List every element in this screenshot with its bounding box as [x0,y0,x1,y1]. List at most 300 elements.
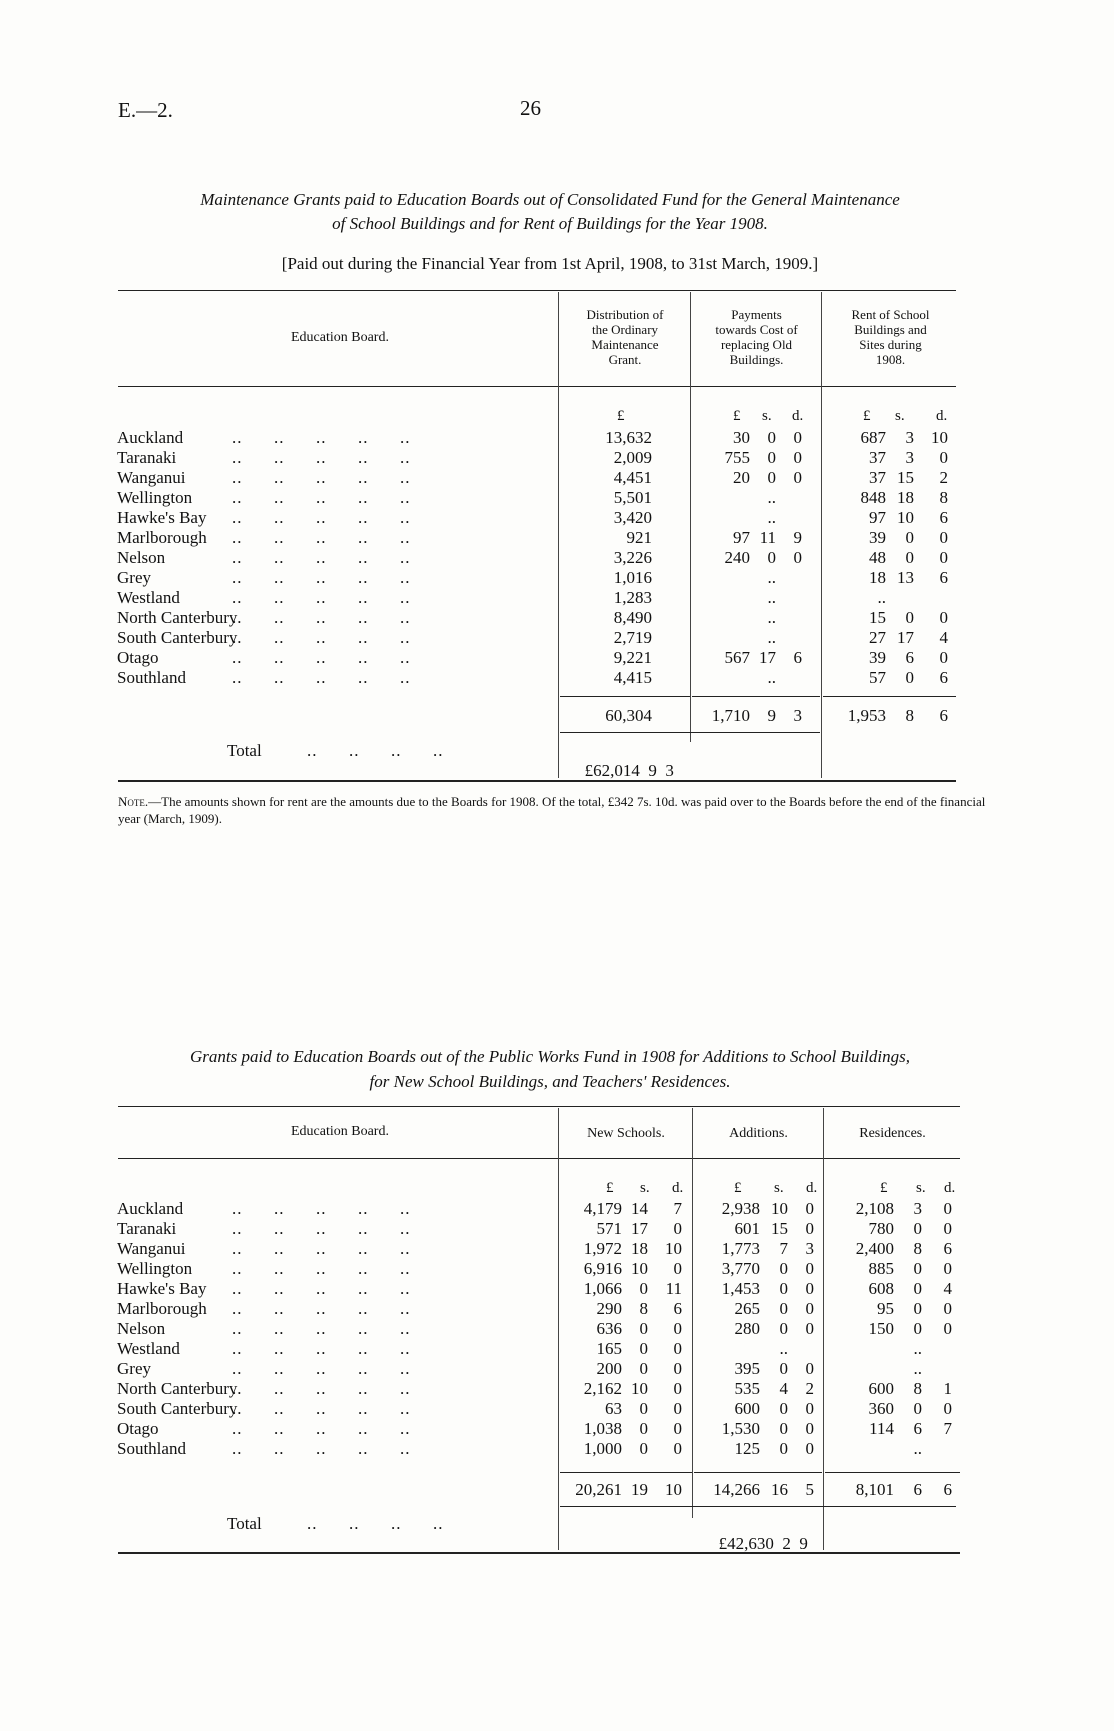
res-d: 0 [943,1399,952,1418]
table1-divider-2 [690,292,691,742]
dot-leader: .. .. .. .. .. [232,608,411,627]
table2-units-add-l: £ [734,1180,742,1196]
table1-total-pay-s: 9 [767,706,776,725]
new-s: 18 [631,1239,648,1258]
payment-d: 9 [793,528,802,547]
new-d: 0 [673,1259,682,1278]
add-s: 0 [779,1299,788,1318]
rent-d: 0 [939,648,948,667]
table2-grand-total-s: 2 [782,1534,791,1553]
rent-d: 0 [939,608,948,627]
res-l: 885 [868,1259,894,1278]
add-l: 600 [734,1399,760,1418]
rent-d: 0 [939,548,948,567]
table1-grand-total-d: 3 [665,761,674,780]
add-l: 395 [734,1359,760,1378]
table2-col-board: Education Board. [291,1124,389,1139]
payment-s: 17 [759,648,776,667]
add-s: 0 [779,1259,788,1278]
new-s: 0 [639,1339,648,1358]
note-text: —The amounts shown for rent are the amounts due to the Boards for 1908. Of the total, £342 7s. 10d. was paid over to the Boards before the end of the financial year (March, 1909). [118,794,986,826]
table1-subtitle: [Paid out during the Financial Year from 1st April, 1908, to 31st March, 1909.] [281,254,819,273]
table2-sum-rule-res [825,1472,960,1473]
table2-divider-3 [823,1108,824,1550]
table1-sum-rule-pay [692,696,820,697]
payment-s: .. [767,568,776,587]
new-d: 10 [665,1239,682,1258]
rent-l: 97 [869,508,886,527]
new-d: 0 [673,1399,682,1418]
add-d: 3 [805,1239,814,1258]
report-code: E.—2. [118,98,173,122]
distribution-value: 1,016 [613,568,652,587]
add-d: 0 [805,1199,814,1218]
table2-divider-2 [692,1108,693,1518]
res-s: .. [913,1359,922,1378]
add-s: 4 [779,1379,788,1398]
dot-leader: .. .. .. .. .. [232,668,411,687]
rent-s: 3 [905,448,914,467]
dot-leader: .. .. .. .. .. [232,1299,411,1318]
rent-l: 687 [860,428,886,447]
new-d: 0 [673,1219,682,1238]
dot-leader: .. .. .. .. .. [232,528,411,547]
table1-total-pay-l: 1,710 [711,706,750,725]
new-s: 8 [639,1299,648,1318]
res-d: 7 [943,1419,952,1438]
dot-leader: .. .. .. .. .. [232,1419,411,1438]
rent-d: 10 [931,428,948,447]
table2-top-rule [118,1106,960,1107]
rent-s: 10 [897,508,914,527]
add-d: 0 [805,1319,814,1338]
rent-s: 0 [905,548,914,567]
board-name: Wellington [117,488,193,507]
rent-l: 39 [869,648,886,667]
table2-col-additions: Additions. [729,1126,788,1141]
dot-leader: .. .. .. .. .. [232,428,411,447]
new-s: 0 [639,1399,648,1418]
res-d: 0 [943,1299,952,1318]
table1-total-rent-s: 8 [905,706,914,725]
table2-sum-rule-new [560,1472,692,1473]
table1-grand-total-s: 9 [648,761,657,780]
new-s: 10 [631,1259,648,1278]
distribution-value: 2,719 [613,628,652,647]
payment-d: 6 [793,648,802,667]
payment-s: 11 [759,528,776,547]
board-name: Southland [117,668,186,687]
payment-s: .. [767,488,776,507]
distribution-value: 3,226 [613,548,652,567]
new-s: 17 [631,1219,648,1238]
table2-title-line2: for New School Buildings, and Teachers' Residences. [369,1072,731,1091]
dot-leader: .. .. .. .. .. [232,488,411,507]
distribution-value: 4,451 [613,468,652,487]
table2-total-res-s: 6 [913,1480,922,1499]
add-l: 280 [734,1319,760,1338]
res-d: 0 [943,1199,952,1218]
res-s: .. [913,1439,922,1458]
new-l: 290 [596,1299,622,1318]
add-d: 0 [805,1359,814,1378]
table2-total-res-l: 8,101 [855,1480,894,1499]
table1-units-pay-d: d. [792,408,804,424]
rent-d: 6 [939,568,948,587]
table2-units-new-d: d. [672,1180,684,1196]
rent-s: 18 [897,488,914,507]
table1-sum-rule-dist [560,696,690,697]
new-s: 14 [631,1199,648,1218]
board-name: Otago [117,1419,159,1438]
rent-d: 6 [939,668,948,687]
add-s: 10 [771,1199,788,1218]
res-s: 0 [913,1399,922,1418]
dot-leader: .. .. .. .. .. [232,1379,411,1398]
add-s: 15 [771,1219,788,1238]
board-name: Grey [117,568,151,587]
table2-total-new-d: 10 [665,1480,682,1499]
add-s: 0 [779,1279,788,1298]
table1-col-distribution: Distribution of the Ordinary Maintenance Grant. [586,307,664,367]
rent-l: 39 [869,528,886,547]
rent-l: 15 [869,608,886,627]
table2-col-new: New Schools. [587,1126,665,1141]
res-s: 0 [913,1259,922,1278]
table2-brace-rule [560,1506,956,1507]
rent-s: 13 [897,568,914,587]
add-l: 1,453 [721,1279,760,1298]
board-name: Southland [117,1439,186,1458]
board-name: Nelson [117,548,166,567]
rent-d: 8 [939,488,948,507]
dot-leader: .. .. .. .. .. [232,1339,411,1358]
add-d: 0 [805,1219,814,1238]
rent-s: 6 [905,648,914,667]
table2-total-add-l: 14,266 [713,1480,760,1499]
table1-sum-rule-rent [823,696,956,697]
table2-units-res-l: £ [880,1180,888,1196]
dot-leader: .. .. .. .. .. [232,648,411,667]
new-s: 0 [639,1279,648,1298]
table2-header-rule [118,1158,960,1159]
table1-units-rent-l: £ [863,408,871,424]
board-name: Marlborough [117,1299,207,1318]
payment-d: 0 [793,548,802,567]
new-l: 1,972 [583,1239,622,1258]
table1-bottom-rule [118,780,956,782]
add-d: 0 [805,1399,814,1418]
add-d: 0 [805,1279,814,1298]
board-name: Wanganui [117,468,186,487]
table2-sum-rule-add [694,1472,822,1473]
payment-s: 0 [767,548,776,567]
add-l: 3,770 [721,1259,760,1278]
board-name: Westland [117,1339,180,1358]
dot-leader: .. .. .. .. .. [232,508,411,527]
distribution-value: 8,490 [613,608,652,627]
add-s: 0 [779,1359,788,1378]
board-name: Wellington [117,1259,193,1278]
add-l: 601 [734,1219,760,1238]
table2-grand-total-l: £42,630 [718,1534,774,1553]
new-l: 4,179 [583,1199,622,1218]
board-name: Hawke's Bay [117,1279,207,1298]
add-d: 2 [805,1379,814,1398]
new-l: 1,000 [583,1439,622,1458]
res-s: 8 [913,1239,922,1258]
new-l: 1,066 [583,1279,622,1298]
payment-l: 567 [724,648,750,667]
table2-units-add-s: s. [774,1180,784,1196]
table1-units-dist: £ [617,408,625,424]
add-l: 535 [734,1379,760,1398]
board-name: South Canterbury [117,1399,238,1418]
dot-leader: .. .. .. .. .. [232,1399,411,1418]
table2-units-new-l: £ [606,1180,614,1196]
board-name: Grey [117,1359,151,1378]
board-name: Auckland [117,428,184,447]
dot-leader: .. .. .. .. .. [232,468,411,487]
add-d: 0 [805,1419,814,1438]
dot-leader: .. .. .. .. .. [232,588,411,607]
rent-d: 2 [939,468,948,487]
add-d: 0 [805,1439,814,1458]
dot-leader: .. .. .. .. .. [232,448,411,467]
distribution-value: 921 [626,528,652,547]
new-l: 2,162 [583,1379,622,1398]
board-name: Otago [117,648,159,667]
payment-l: 30 [733,428,750,447]
table2-total-label: Total [227,1514,262,1533]
table2-units-res-d: d. [944,1180,956,1196]
res-l: 600 [868,1379,894,1398]
payment-s: .. [767,628,776,647]
rent-l: 48 [869,548,886,567]
payment-s: .. [767,588,776,607]
table2-total-leader: .. .. .. .. [307,1514,444,1533]
board-name: Auckland [117,1199,184,1218]
new-s: 0 [639,1319,648,1338]
add-l: 1,530 [721,1419,760,1438]
board-name: North Canterbury [117,1379,238,1398]
board-name: Nelson [117,1319,166,1338]
dot-leader: .. .. .. .. .. [232,628,411,647]
rent-s: 0 [905,608,914,627]
add-l: 125 [734,1439,760,1458]
new-d: 7 [673,1199,682,1218]
board-name: North Canterbury [117,608,238,627]
table2-grand-total [694,1514,824,1554]
dot-leader: .. .. .. .. .. [232,548,411,567]
table1-note [118,793,998,827]
dot-leader: .. .. .. .. .. [232,1359,411,1378]
distribution-value: 3,420 [613,508,652,527]
res-l: 360 [868,1399,894,1418]
table2-total-add-s: 16 [771,1480,788,1499]
rent-s: 17 [897,628,914,647]
rent-s: 15 [897,468,914,487]
page-number: 26 [520,96,541,120]
payment-l: 240 [724,548,750,567]
table1-divider-3 [821,292,822,778]
payment-l: 755 [724,448,750,467]
table1-units-pay-s: s. [762,408,772,424]
rent-l: 848 [860,488,886,507]
res-l: 95 [877,1299,894,1318]
dot-leader: .. .. .. .. .. [232,1259,411,1278]
table1-top-rule [118,290,956,291]
res-l: 2,108 [855,1199,894,1218]
table2-bottom-rule [118,1552,960,1554]
res-l: 608 [868,1279,894,1298]
distribution-value: 2,009 [613,448,652,467]
add-s: .. [779,1339,788,1358]
payment-s: 0 [767,448,776,467]
rent-l: 37 [869,468,886,487]
add-d: 0 [805,1259,814,1278]
add-s: 7 [779,1239,788,1258]
add-l: 265 [734,1299,760,1318]
payment-s: 0 [767,468,776,487]
dot-leader: .. .. .. .. .. [232,568,411,587]
table1-total-leader: .. .. .. .. [307,741,444,760]
table1-total-rent-d: 6 [939,706,948,725]
board-name: South Canterbury [117,628,238,647]
distribution-value: 1,283 [613,588,652,607]
res-l: 780 [868,1219,894,1238]
table1-brace-rule [560,732,820,733]
payment-d: 0 [793,448,802,467]
table2-units-new-s: s. [640,1180,650,1196]
table1-col-payments: Payments towards Cost of replacing Old Buildings. [715,307,798,367]
board-name: Wanganui [117,1239,186,1258]
add-s: 0 [779,1419,788,1438]
new-l: 6,916 [583,1259,622,1278]
payment-l: 20 [733,468,750,487]
res-s: .. [913,1339,922,1358]
new-d: 6 [673,1299,682,1318]
res-d: 4 [943,1279,952,1298]
payment-d: 0 [793,468,802,487]
rent-l: .. [877,588,886,607]
rent-s: 0 [905,668,914,687]
table2-total-new-s: 19 [631,1480,648,1499]
table2-grand-total-d: 9 [799,1534,808,1553]
new-s: 0 [639,1359,648,1378]
table1-total-dist: 60,304 [605,706,652,725]
new-d: 0 [673,1319,682,1338]
board-name: Taranaki [117,1219,177,1238]
table1-grand-total-l: £62,014 [584,761,640,780]
res-d: 1 [943,1379,952,1398]
res-s: 0 [913,1219,922,1238]
distribution-value: 9,221 [613,648,652,667]
table2-total-add-d: 5 [805,1480,814,1499]
table2-divider-1 [558,1108,559,1550]
new-d: 0 [673,1419,682,1438]
table1-total-rent-l: 1,953 [847,706,886,725]
rent-s: 0 [905,528,914,547]
rent-d: 0 [939,448,948,467]
dot-leader: .. .. .. .. .. [232,1199,411,1218]
payment-s: .. [767,508,776,527]
add-s: 0 [779,1439,788,1458]
new-d: 0 [673,1379,682,1398]
res-s: 8 [913,1379,922,1398]
res-d: 0 [943,1219,952,1238]
res-d: 0 [943,1259,952,1278]
dot-leader: .. .. .. .. .. [232,1219,411,1238]
rent-s: 3 [905,428,914,447]
res-l: 150 [868,1319,894,1338]
new-d: 0 [673,1359,682,1378]
add-l: 2,938 [721,1199,760,1218]
new-l: 165 [596,1339,622,1358]
rent-l: 27 [869,628,886,647]
payment-s: .. [767,608,776,627]
res-s: 0 [913,1299,922,1318]
table1-title-line1: Maintenance Grants paid to Education Boards out of Consolidated Fund for the General Maintenance [200,190,900,209]
dot-leader: .. .. .. .. .. [232,1319,411,1338]
new-d: 11 [665,1279,682,1298]
new-s: 0 [639,1439,648,1458]
table1-total-pay-d: 3 [793,706,802,725]
board-name: Hawke's Bay [117,508,207,527]
table1-col-rent: Rent of School Buildings and Sites during 1908. [851,307,930,367]
res-l: 114 [869,1419,894,1438]
new-d: 0 [673,1439,682,1458]
payment-s: .. [767,668,776,687]
res-d: 6 [943,1239,952,1258]
rent-d: 0 [939,528,948,547]
table2-col-residences: Residences. [859,1126,926,1141]
res-s: 0 [913,1319,922,1338]
table1-col-board: Education Board. [291,330,389,345]
add-s: 0 [779,1399,788,1418]
new-l: 63 [605,1399,622,1418]
table2-total-res-d: 6 [943,1480,952,1499]
new-l: 200 [596,1359,622,1378]
payment-s: 0 [767,428,776,447]
add-s: 0 [779,1319,788,1338]
res-s: 0 [913,1279,922,1298]
rent-l: 37 [869,448,886,467]
table2-title-line1: Grants paid to Education Boards out of the Public Works Fund in 1908 for Additions to School Buildings, [190,1047,910,1066]
table1-header-rule [118,386,956,387]
table1-units-pay-l: £ [733,408,741,424]
res-d: 0 [943,1319,952,1338]
res-s: 3 [913,1199,922,1218]
table1-title-line2: of School Buildings and for Rent of Buildings for the Year 1908. [332,214,768,233]
rent-l: 18 [869,568,886,587]
table2-units-res-s: s. [916,1180,926,1196]
dot-leader: .. .. .. .. .. [232,1279,411,1298]
new-s: 0 [639,1419,648,1438]
new-d: 0 [673,1339,682,1358]
res-s: 6 [913,1419,922,1438]
new-l: 571 [596,1219,622,1238]
table1-units-rent-s: s. [895,408,905,424]
note-label: Note. [118,794,149,809]
res-l: 2,400 [855,1239,894,1258]
rent-d: 4 [939,628,948,647]
new-l: 1,038 [583,1419,622,1438]
distribution-value: 4,415 [613,668,652,687]
add-l: 1,773 [721,1239,760,1258]
dot-leader: .. .. .. .. .. [232,1439,411,1458]
table1-units-rent-d: d. [936,408,948,424]
